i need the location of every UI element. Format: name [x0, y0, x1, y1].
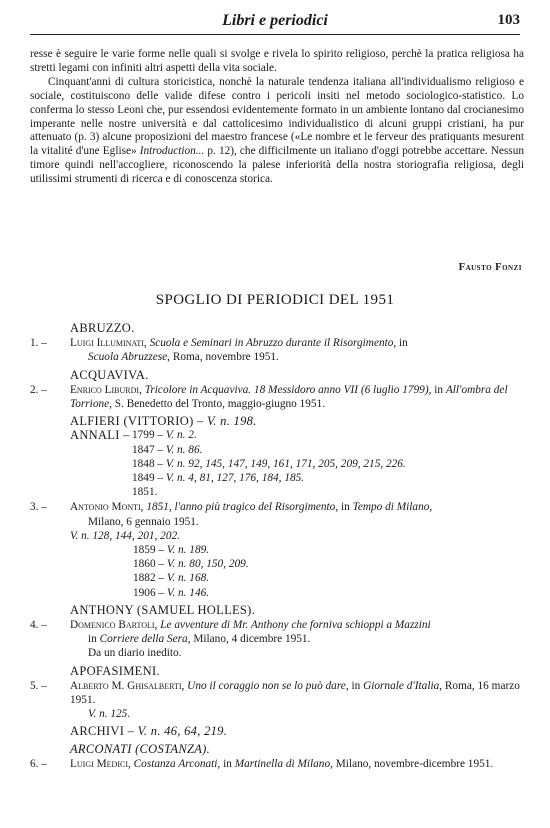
entry-number: 5. –: [30, 679, 47, 692]
entry-journal: Scuola Abruzzese,: [88, 351, 171, 364]
review-text: [30, 48, 524, 187]
entry-number: 2. –: [30, 383, 47, 396]
entry-text: Roma, 16 marzo 1951.: [70, 679, 520, 707]
entry-title: Le avventure di Mr. Anthony che forniva schioppi a Mazzini: [160, 619, 431, 632]
year-label: 1882 –: [133, 572, 165, 585]
annali-row: [70, 428, 524, 442]
cross-reference: V. n. 128, 144, 201, 202.: [70, 529, 180, 542]
entry-author: Alberto M. Ghisalberti,: [70, 679, 185, 692]
annali-year: 1848 –: [132, 457, 164, 470]
entry-text: in: [396, 337, 408, 350]
entry-text: in: [338, 501, 353, 514]
entry-number: 3. –: [30, 501, 47, 514]
year-label: 1906 –: [133, 586, 165, 599]
reviewer-signature: Fausto Fonzi: [458, 262, 522, 273]
annali-year: 1799 –: [132, 429, 164, 442]
annali-year: 1849 –: [132, 472, 164, 485]
page-header: [30, 12, 520, 35]
page-number: 103: [497, 12, 520, 28]
cross-reference: V. n. 125.: [88, 708, 131, 721]
entry-text: Milano, 6 gennaio 1951.: [88, 515, 199, 528]
paragraph-2-part-c: p. 12), che difficilmente un italiano d'oggi potrebbe accettare. Nessun timore quindi nell'accogliere, riconoscendo la palese inferiorità della nostra storiografia religiosa, degli utilissimi strumenti di ricerca e di conoscenza storica.: [30, 145, 524, 186]
entry-text: in: [348, 679, 364, 692]
entry-title: Scuola e Seminari in Abruzzo durante il Risorgimento,: [149, 337, 397, 350]
year-label: 1860 –: [133, 558, 165, 571]
entry-text: in: [220, 757, 235, 770]
cross-reference: V. n. 168.: [166, 572, 210, 585]
entry-text: in: [431, 383, 446, 396]
annali-year: 1847 –: [132, 443, 164, 456]
cross-reference: V. n. 2.: [165, 429, 197, 442]
cross-reference: V. n. 189.: [166, 544, 210, 557]
year-row: [30, 586, 524, 600]
annali-row: [70, 443, 524, 457]
subject-heading-anthony: ANTHONY (SAMUEL HOLLES).: [70, 602, 256, 617]
entry-1: [30, 336, 524, 364]
heading-label: ALFIERI (VITTORIO) –: [70, 414, 204, 429]
paragraph-2-book-title: Introduction...: [139, 145, 205, 158]
entry-author: Antonio Monti,: [70, 501, 144, 514]
entry-author: Enrico Liburdi,: [70, 383, 142, 396]
cross-reference: V. n. 86.: [165, 443, 203, 456]
entry-text: S. Benedetto del Tronto, maggio-giugno 1951.: [111, 398, 326, 411]
entry-number: 1. –: [30, 337, 47, 350]
year-label: 1859 –: [133, 544, 165, 557]
entry-text: Roma, novembre 1951.: [170, 351, 279, 364]
entry-journal: Corriere della Sera,: [99, 633, 191, 646]
subject-heading-apofasimeni: APOFASIMENI.: [70, 663, 160, 678]
subject-heading-acquaviva: ACQUAVIVA.: [70, 367, 149, 382]
year-row: [30, 571, 524, 585]
entry-text: Milano, novembre-dicembre 1951.: [332, 757, 494, 770]
entry-number: 6. –: [30, 757, 47, 770]
entry-author: Luigi Illuminati,: [70, 337, 147, 350]
entry-journal: Tempo di Milano,: [352, 501, 433, 514]
entry-2: [30, 383, 524, 411]
entry-3: [30, 500, 524, 528]
running-title: Libri e periodici: [222, 12, 328, 29]
annali-row: [70, 471, 524, 485]
subject-heading-abruzzo: ABRUZZO.: [70, 321, 135, 335]
entry-title: Uno il coraggio non se lo può dare,: [187, 679, 349, 692]
entry-author: Domenico Bartoli,: [70, 619, 158, 632]
entry-5: [30, 679, 524, 722]
bibliography-entries: [30, 318, 524, 771]
paragraph-2: [30, 76, 524, 187]
cross-reference: V. n. 146.: [166, 586, 210, 599]
annali-year: 1851.: [132, 486, 158, 499]
subject-heading-archivi: [30, 724, 524, 738]
cross-reference: V. n. 4, 81, 127, 176, 184, 185.: [165, 472, 305, 485]
entry-number: 4. –: [30, 619, 47, 632]
annali-row: [70, 457, 524, 471]
cross-reference: V. n. 92, 145, 147, 149, 161, 171, 205, 209, 215, 226.: [165, 457, 406, 470]
cross-reference: V. n. 198.: [206, 414, 257, 429]
entry-text: Milano, 4 dicembre 1951.: [190, 633, 311, 646]
entry-4: [30, 618, 524, 646]
entry-journal: All'ombra del Torrione,: [70, 383, 508, 411]
annali-block: [30, 428, 524, 499]
entry-6: [30, 757, 524, 771]
section-title: SPOGLIO DI PERIODICI DEL 1951: [155, 292, 395, 308]
entry-text: in: [88, 633, 100, 646]
entry-title: Costanza Arconati,: [133, 757, 221, 770]
cross-reference: V. n. 80, 150, 209.: [166, 558, 249, 571]
entry-note: Da un diario inedito.: [88, 647, 182, 660]
year-row: [30, 543, 524, 557]
subject-heading-arconati: ARCONATI (COSTANZA).: [70, 741, 211, 756]
entry-title: Tricolore in Acquaviva. 18 Messidoro anno VII (6 luglio 1799),: [144, 383, 432, 396]
annali-label: ANNALI –: [70, 428, 130, 443]
subject-heading-alfieri: [30, 414, 524, 428]
annali-row: [70, 485, 524, 499]
entry-title: 1851, l'anno più tragico del Risorgimento,: [146, 501, 339, 514]
year-row: [30, 557, 524, 571]
entry-journal: Martinella di Milano,: [234, 757, 333, 770]
entry-author: Luigi Medici,: [70, 757, 131, 770]
entry-journal: Giornale d'Italia,: [363, 679, 443, 692]
paragraph-1: resse è seguire le varie forme nelle quali si svolge e rivela lo spirito religioso, perchè la pratica religiosa ha stretti legami con infiniti altri aspetti della vita sociale.: [30, 48, 524, 74]
heading-label: ARCHIVI –: [70, 724, 135, 739]
cross-reference: V. n. 46, 64, 219.: [137, 724, 228, 739]
paragraph-2-part-a: Cinquant'anni di cultura storicistica, nonchè la naturale tendenza italiana all'individualismo religioso e sociale, costituiscono delle valide difese contro i pericoli insiti nel metodo sociologico-statistico. Lo conferma lo stesso Leoni che, pur essendosi evidentemente formato in un ambiente lontano dal crocianesimo imperante nelle nostre università e dal cattolicesimo individualistico di alcuni gruppi cristiani, ha pur attenuato (p. 3) alcune proposizioni del maestro francese («Le nombre et le ferveur des pratiquants mesurent la vitalité d'une Eglise»: [30, 75, 524, 158]
